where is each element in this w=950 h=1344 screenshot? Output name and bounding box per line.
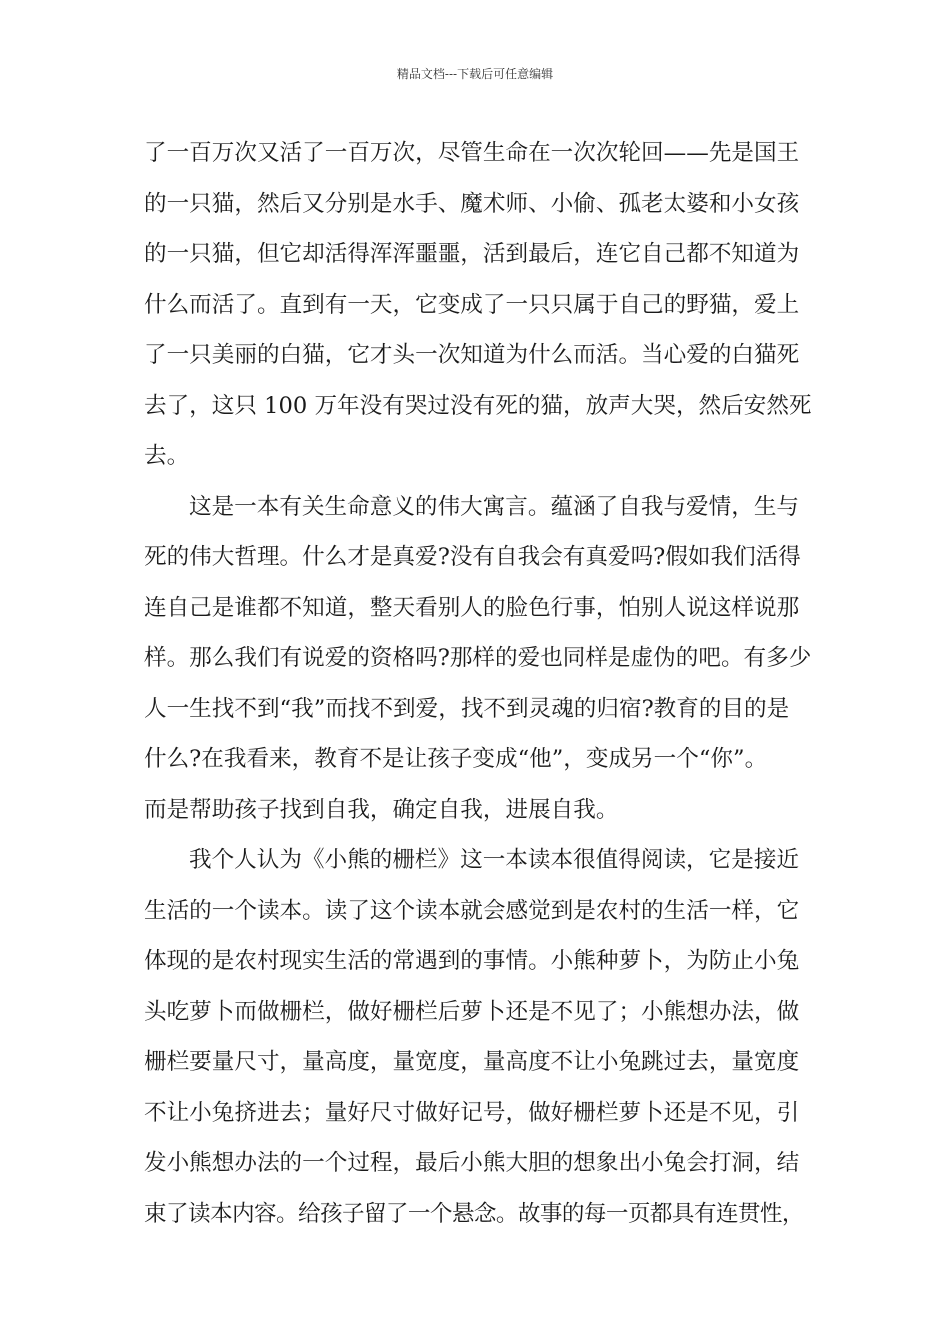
text-line: 什么而活了。直到有一天，它变成了一只只属于自己的野猫，爱上 xyxy=(144,291,800,318)
document-body xyxy=(144,134,822,1245)
paragraph-2 xyxy=(144,488,822,842)
text-line: 这是一本有关生命意义的伟大寓言。蕴涵了自我与爱情，生与 xyxy=(189,493,800,520)
text-line: 了一只美丽的白猫，它才头一次知道为什么而活。当心爱的白猫死 xyxy=(144,342,800,368)
paragraph-1 xyxy=(144,134,822,488)
text-line: 体现的是农村现实生活的常遇到的事情。小熊种萝卜，为防止小兔 xyxy=(144,948,800,974)
text-line: 的一只猫，然后又分别是水手、魔术师、小偷、孤老太婆和小女孩 xyxy=(144,190,800,217)
text-line: 了一百万次又活了一百万次，尽管生命在一次次轮回——先是国王 xyxy=(144,140,800,166)
text-line: 样。那么我们有说爱的资格吗?那样的爱也同样是虚伪的吧。有多少 xyxy=(144,645,812,671)
text-line: 去。 xyxy=(144,443,190,469)
text-line: 而是帮助孩子找到自我，确定自我，进展自我。 xyxy=(144,796,619,823)
text-line: 头吃萝卜而做栅栏，做好栅栏后萝卜还是不见了；小熊想办法，做 xyxy=(144,998,800,1025)
paragraph-3 xyxy=(144,841,822,1245)
text-line: 发小熊想办法的一个过程，最后小熊大胆的想象出小兔会打洞，结 xyxy=(144,1150,800,1176)
page-header: 精品文档---下载后可任意编辑 xyxy=(396,67,554,81)
text-line: 去了，这只 100 万年没有哭过没有死的猫，放声大哭，然后安然死 xyxy=(144,392,812,419)
text-line: 连自己是谁都不知道，整天看别人的脸色行事，怕别人说这样说那 xyxy=(144,594,800,621)
text-line: 束了读本内容。给孩子留了一个悬念。故事的每一页都具有连贯性， xyxy=(144,1200,804,1227)
text-line: 生活的一个读本。读了这个读本就会感觉到是农村的生活一样，它 xyxy=(144,897,800,924)
text-line: 人一生找不到“我”而找不到爱，找不到灵魂的归宿?教育的目的是 xyxy=(144,695,790,722)
text-line: 的一只猫，但它却活得浑浑噩噩，活到最后，连它自己都不知道为 xyxy=(144,241,800,267)
text-line: 我个人认为《小熊的栅栏》这一本读本很值得阅读，它是接近 xyxy=(189,847,800,873)
text-line: 不让小兔挤进去；量好尺寸做好记号，做好栅栏萝卜还是不见，引 xyxy=(144,1099,800,1126)
text-line: 栅栏要量尺寸，量高度，量宽度，量高度不让小兔跳过去，量宽度 xyxy=(144,1049,800,1075)
text-line: 死的伟大哲理。什么才是真爱?没有自我会有真爱吗?假如我们活得 xyxy=(144,544,801,570)
text-line: 什么?在我看来，教育不是让孩子变成“他”，变成另一个“你”。 xyxy=(144,746,768,772)
